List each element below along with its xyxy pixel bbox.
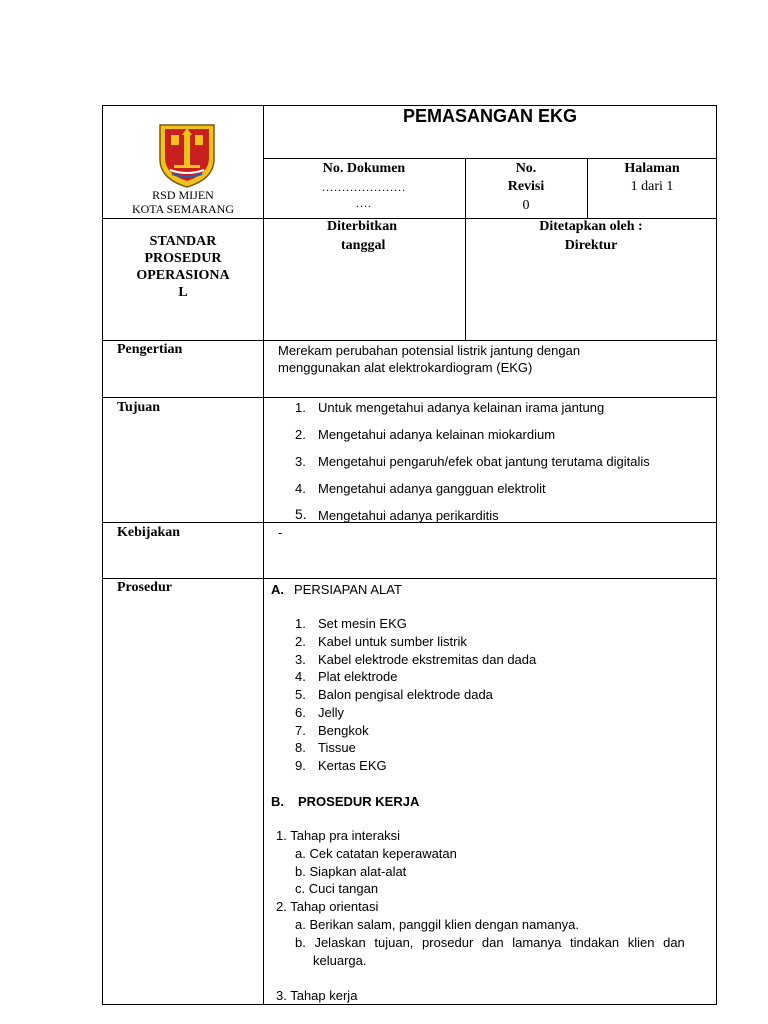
purpose-top-divider — [102, 397, 717, 398]
prep-item-text: Plat elektrode — [318, 669, 398, 684]
document-title: PEMASANGAN EKG — [402, 106, 577, 126]
prep-item-text: Balon pengisal elektrode dada — [318, 687, 493, 702]
prep-item-num: 2. — [295, 634, 306, 649]
page-label: Halaman — [624, 161, 680, 176]
policy-value: - — [278, 525, 283, 540]
purpose-item-text: Mengetahui adanya perikarditis — [318, 508, 499, 523]
purpose-item-text: Mengetahui pengaruh/efek obat jantung terutama digitalis — [318, 454, 650, 469]
definition-text-1: Merekam perubahan potensial listrik jantung dengan — [278, 343, 581, 358]
step-1c: c. Cuci tangan — [295, 881, 379, 896]
prep-item-num: 7. — [295, 723, 306, 738]
step-2b: b. Jelaskan tujuan, prosedur dan lamanya tindakan klien dan — [295, 935, 685, 950]
definition-label: Pengertian — [117, 342, 183, 357]
doc-no-label: No. Dokumen — [322, 161, 406, 176]
prep-item-text: Kabel untuk sumber listrik — [318, 634, 467, 649]
revision-label-1: No. — [515, 161, 537, 176]
prep-item-num: 4. — [295, 669, 306, 684]
issued-label-1: Diterbitkan — [327, 219, 397, 234]
sop-label-1: STANDAR — [149, 234, 217, 249]
prep-item-num: 9. — [295, 758, 306, 773]
purpose-label: Tujuan — [117, 400, 161, 415]
hospital-city: KOTA SEMARANG — [131, 202, 235, 216]
prep-item-text: Jelly — [318, 705, 345, 720]
title-divider — [263, 158, 717, 159]
purpose-item-num: 2. — [295, 427, 306, 442]
procedure-label: Prosedur — [117, 580, 172, 595]
prep-item-num: 3. — [295, 652, 306, 667]
step-1a: a. Cek catatan keperawatan — [295, 846, 457, 861]
approved-label-2: Direktur — [564, 238, 618, 253]
city-emblem-logo — [158, 123, 216, 189]
prep-item-num: 5. — [295, 687, 306, 702]
approved-label-1: Ditetapkan oleh : — [539, 219, 643, 234]
purpose-item-text: Mengetahui adanya kelainan miokardium — [318, 427, 556, 442]
revision-label-2: Revisi — [507, 179, 545, 194]
procedure-top-divider — [102, 578, 717, 579]
step-3: 3. Tahap kerja — [276, 988, 358, 1003]
work-heading-letter: B. — [271, 794, 284, 809]
doc-no-dots-2: .... — [356, 196, 372, 210]
definition-top-divider — [102, 340, 717, 341]
purpose-item-num: 1. — [295, 400, 306, 415]
work-heading: PROSEDUR KERJA — [298, 794, 420, 809]
purpose-item-num: 5. — [295, 506, 307, 522]
sop-label-3: OPERASIONA — [136, 268, 230, 283]
purpose-item-text: Untuk mengetahui adanya kelainan irama jantung — [318, 400, 605, 415]
prep-item-num: 1. — [295, 616, 306, 631]
prep-item-text: Kertas EKG — [318, 758, 387, 773]
prep-heading: PERSIAPAN ALAT — [294, 582, 402, 597]
prep-item-num: 8. — [295, 740, 306, 755]
prep-heading-letter: A. — [271, 582, 284, 597]
sop-label-2: PROSEDUR — [144, 251, 222, 266]
prep-item-text: Bengkok — [318, 723, 369, 738]
step-2a: a. Berikan salam, panggil klien dengan namanya. — [295, 917, 580, 932]
purpose-item-text: Mengetahui adanya gangguan elektrolit — [318, 481, 546, 496]
definition-text-2: menggunakan alat elektrokardiogram (EKG) — [278, 360, 533, 375]
purpose-item-num: 4. — [295, 481, 306, 496]
policy-label: Kebijakan — [117, 525, 181, 540]
step-2: 2. Tahap orientasi — [276, 899, 379, 914]
step-2b-cont: keluarga. — [313, 953, 367, 968]
step-1b: b. Siapkan alat-alat — [295, 864, 407, 879]
revision-value: 0 — [522, 198, 530, 213]
hospital-name: RSD MIJEN — [152, 188, 214, 202]
page-value: 1 dari 1 — [630, 179, 674, 194]
sop-label-4: L — [178, 285, 188, 300]
prep-item-text: Tissue — [318, 740, 356, 755]
prep-item-text: Kabel elektrode ekstremitas dan dada — [318, 652, 537, 667]
issued-label-2: tanggal — [341, 238, 386, 253]
step-1: 1. Tahap pra interaksi — [276, 828, 401, 843]
prep-item-text: Set mesin EKG — [318, 616, 407, 631]
doc-no-dots: ..................... — [322, 180, 406, 194]
prep-item-num: 6. — [295, 705, 306, 720]
purpose-item-num: 3. — [295, 454, 306, 469]
